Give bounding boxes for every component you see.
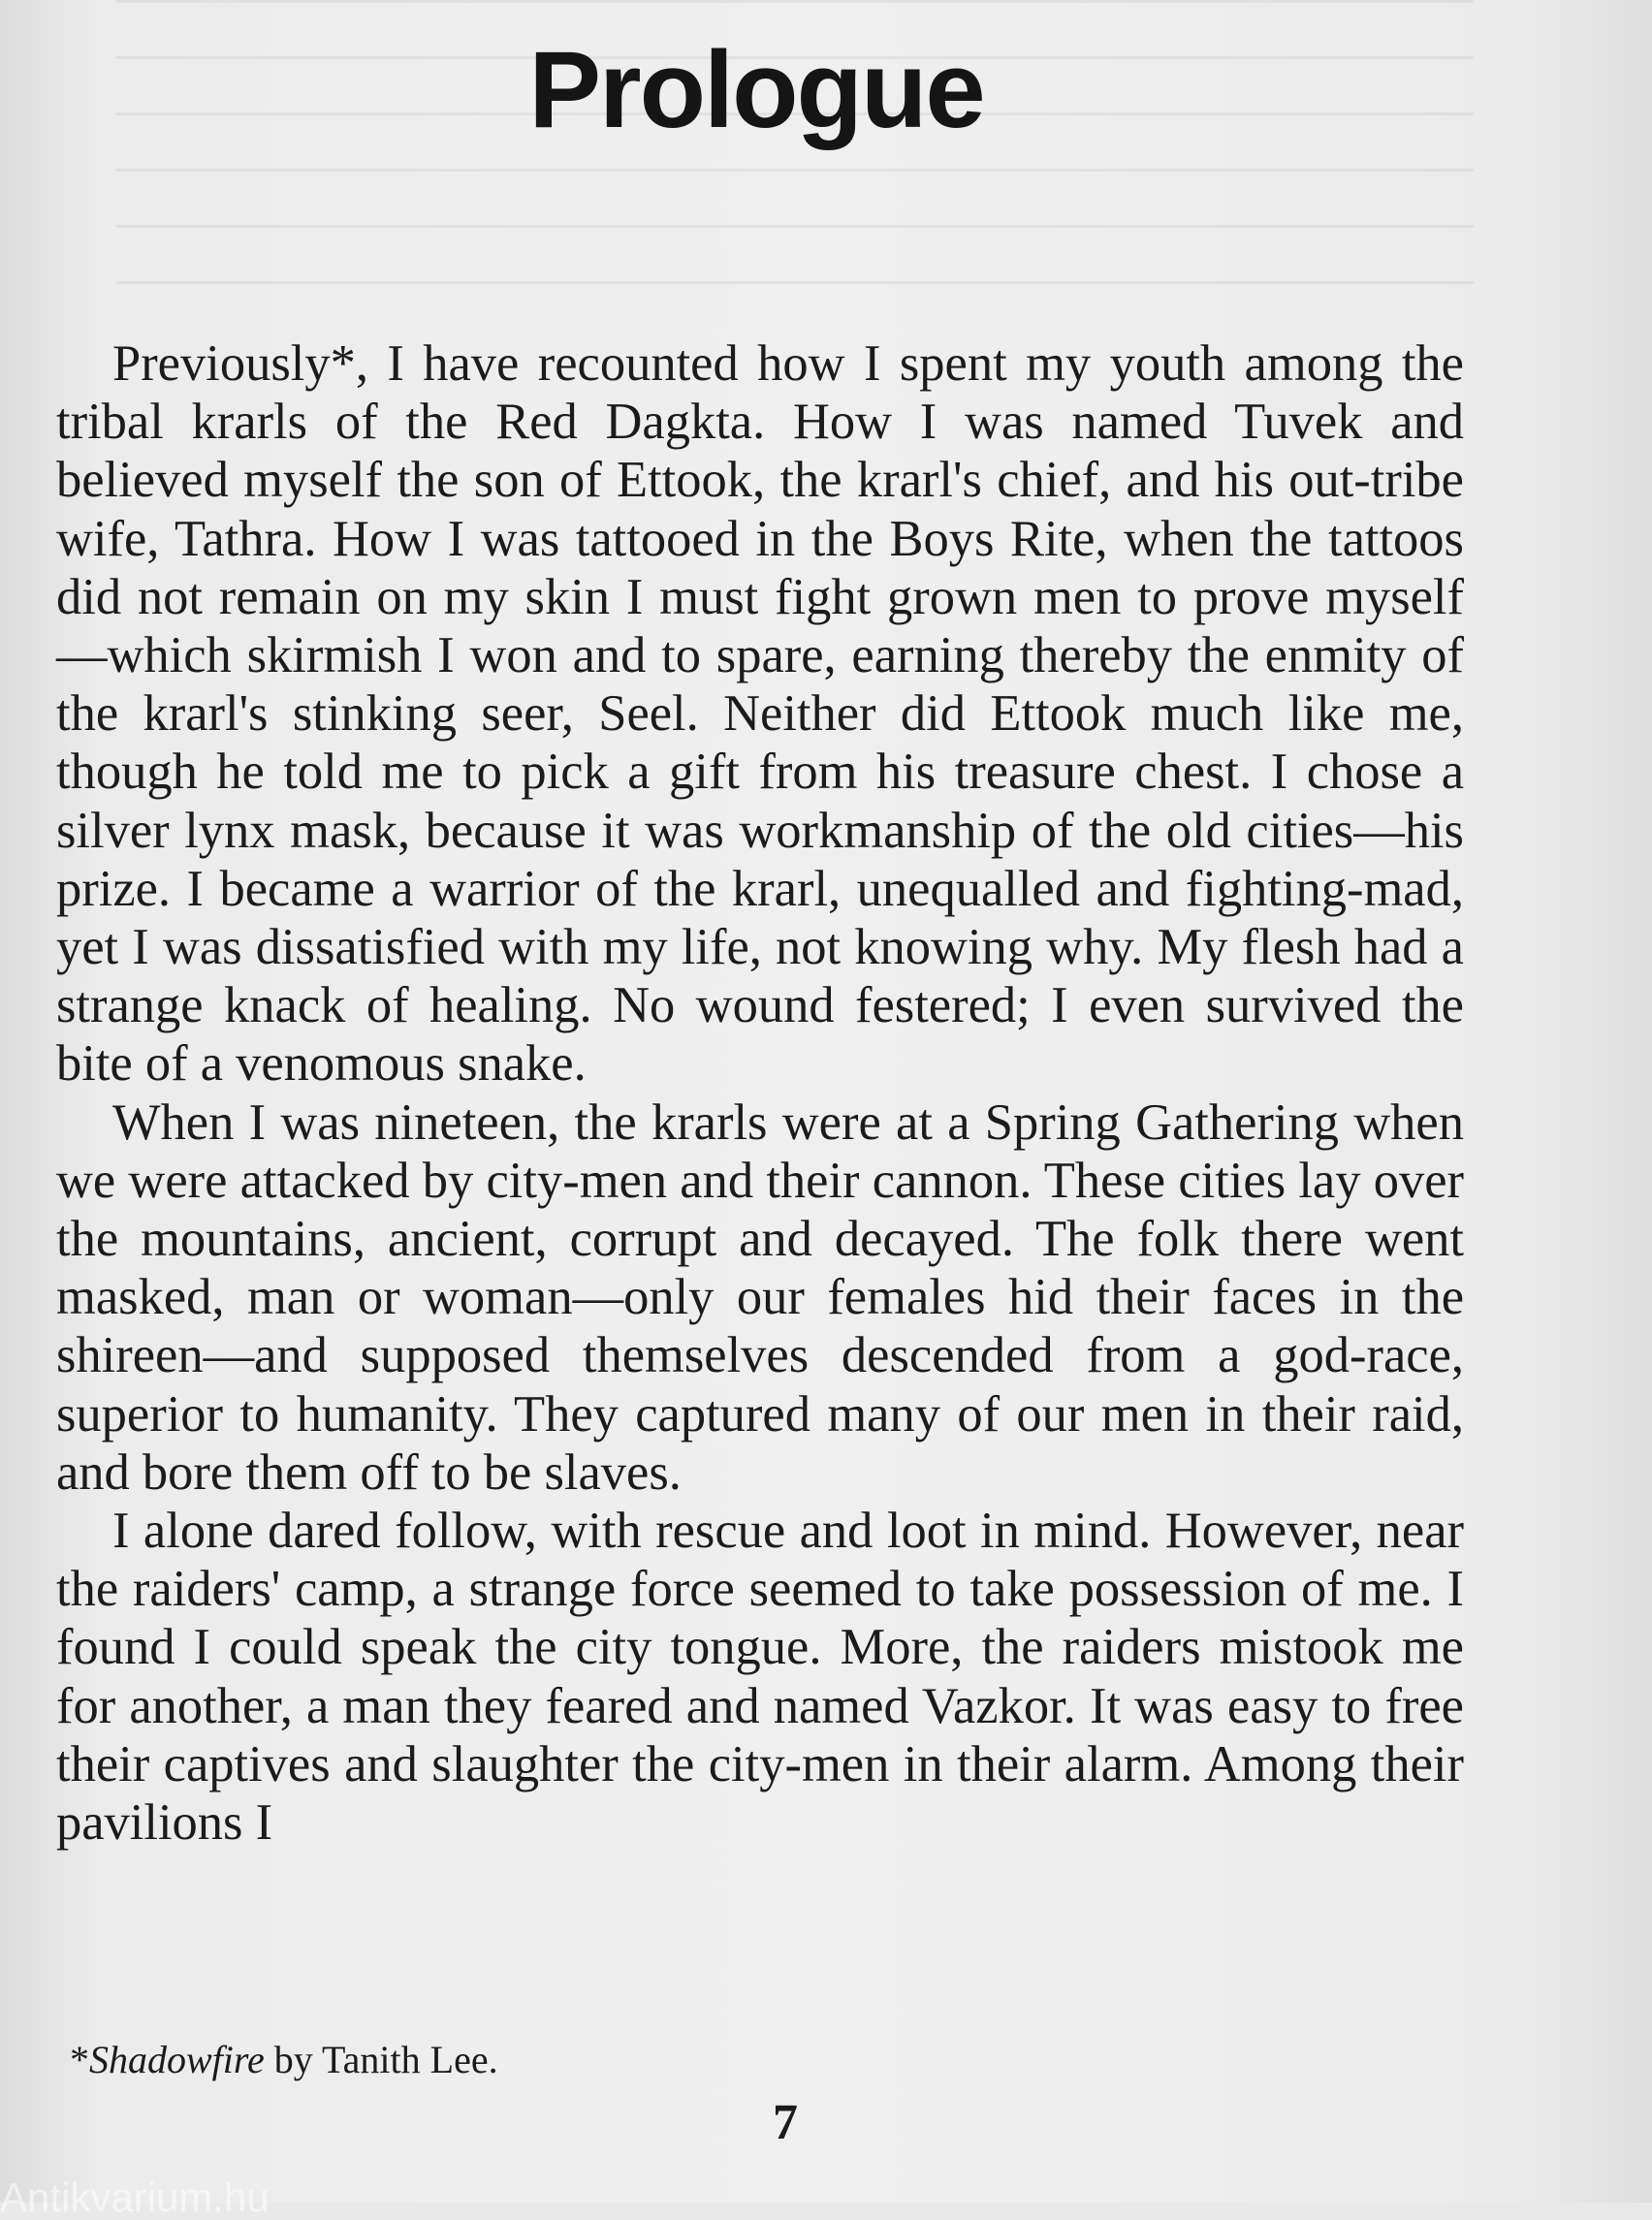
footnote: [70, 2038, 498, 2081]
paragraph-3: I alone dared follow, with rescue and loot in mind. However, near the raiders' camp, a strange force seemed to take possession of me. I found I could speak the city tongue. More, the raiders mistook me for another, a man they feared and named Vazkor. It was easy to free their captives and slaughter the city-men in their alarm. Among their pavilions I: [56, 1503, 1464, 1852]
page-number: 7: [773, 2095, 798, 2150]
footnote-marker: *: [70, 2038, 89, 2081]
footnote-work-title: Shadowfire: [89, 2038, 265, 2081]
paragraph-2: When I was nineteen, the krarls were at a Spring Gathering when we were attacked by city-men and their cannon. These cities lay over the mountains, ancient, corrupt and decayed. The folk there went masked, man or woman—only our females hid their faces in the shireen—and supposed themselves descended from a god-race, superior to humanity. They captured many of our men in their raid, and bore them off to be slaves.: [56, 1094, 1464, 1501]
watermark: Antikvarium.hu: [0, 2174, 270, 2220]
chapter-title: Prologue: [528, 29, 984, 150]
paragraph-1: Previously*, I have recounted how I spent my youth among the tribal krarls of the Red Dagkta. How I was named Tuvek and believed myself the son of Ettook, the krarl's chief, and his out-tribe wife, Tathra. How I was tattooed in the Boys Rite, when the tattoos did not remain on my skin I must fight grown men to prove myself—which skirmish I won and to spare, earning thereby the enmity of the krarl's stinking seer, Seel. Neither did Ettook much like me, though he told me to pick a gift from his treasure chest. I chose a silver lynx mask, because it was workmanship of the old cities—his prize. I became a warrior of the krarl, unequalled and fighting-mad, yet I was dissatisfied with my life, not knowing why. My flesh had a strange knack of healing. No wound festered; I even survived the bite of a venomous snake.: [56, 335, 1464, 1093]
chapter-body: [56, 334, 1464, 1852]
footnote-text: by Tanith Lee.: [264, 2038, 498, 2081]
